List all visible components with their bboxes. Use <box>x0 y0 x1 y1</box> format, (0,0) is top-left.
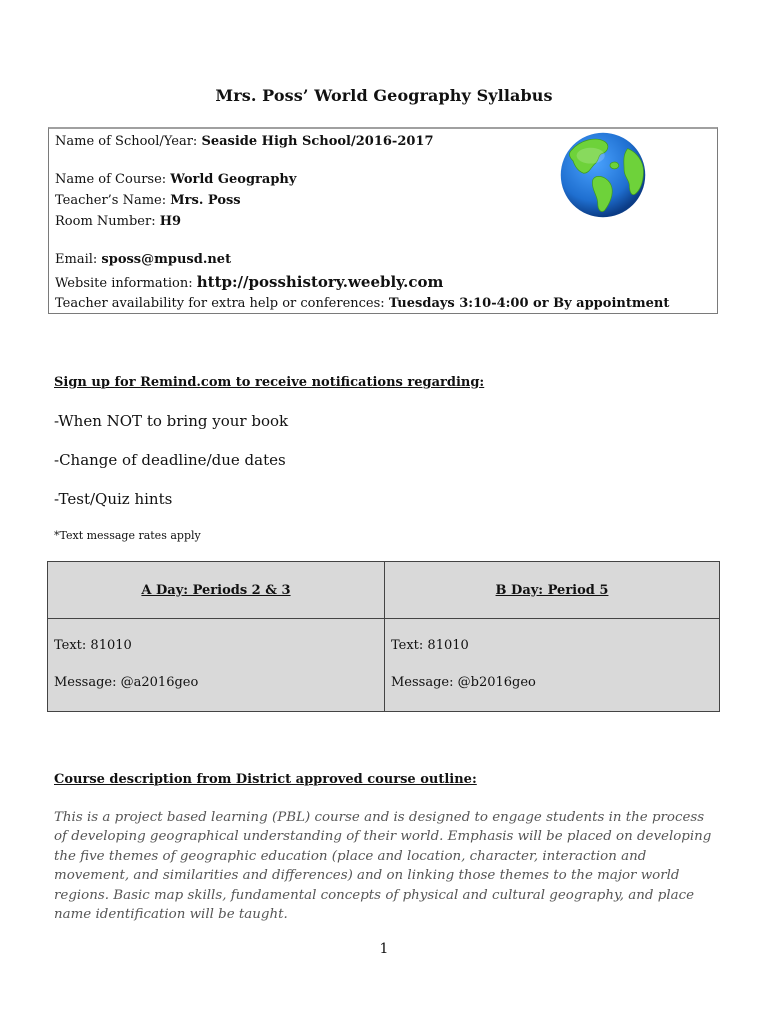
remind-item: -Change of deadline/due dates <box>54 451 286 469</box>
course-info-box <box>48 127 718 314</box>
room-number-line <box>55 214 181 229</box>
b-day-message-code: Message: @b2016geo <box>391 675 536 690</box>
table-row <box>48 619 720 712</box>
column-header-a-day: A Day: Periods 2 & 3 <box>48 562 385 619</box>
availability-label: Teacher availability for extra help or conferences: <box>55 296 385 311</box>
course-value: World Geography <box>170 172 297 187</box>
email-label: Email: <box>55 252 98 267</box>
teacher-label: Teacher’s Name: <box>55 193 167 208</box>
course-description-body: This is a project based learning (PBL) course and is designed to engage students in the process of developing geographical understanding of their world. Emphasis will be placed on developing the five themes of geographic education (place and location, character, interaction and movement, and similarities and differences) and on linking those themes to the major world regions. Basic map skills, fundamental concepts of physical and cultural geography, and place name identification will be taught. <box>54 810 712 923</box>
course-name-line <box>55 172 296 187</box>
website-link[interactable]: http://posshistory.weebly.com <box>196 273 444 291</box>
b-day-text-code: Text: 81010 <box>391 638 469 653</box>
remind-item: -When NOT to bring your book <box>54 412 289 430</box>
page-number: 1 <box>379 941 389 957</box>
course-description-heading: Course description from District approved course outline: <box>54 772 477 787</box>
teacher-value: Mrs. Poss <box>170 193 241 208</box>
b-day-cell <box>385 619 720 712</box>
text-rates-note: *Text message rates apply <box>54 529 201 542</box>
table-header-row <box>48 562 720 619</box>
school-value: Seaside High School/2016-2017 <box>201 134 434 149</box>
globe-land-island <box>610 162 619 169</box>
email-value[interactable]: sposs@mpusd.net <box>101 252 232 267</box>
email-line <box>55 252 231 267</box>
remind-item: -Test/Quiz hints <box>54 490 173 508</box>
website-line <box>55 273 443 291</box>
availability-value: Tuesdays 3:10-4:00 or By appointment <box>388 296 670 311</box>
room-value: H9 <box>159 214 182 229</box>
page-title: Mrs. Poss’ World Geography Syllabus <box>215 86 553 105</box>
column-header-b-day: B Day: Period 5 <box>385 562 720 619</box>
remind-codes-table <box>47 561 720 712</box>
globe-highlight <box>577 148 605 164</box>
website-label: Website information: <box>55 276 193 291</box>
availability-line <box>55 296 669 311</box>
school-label: Name of School/Year: <box>55 134 198 149</box>
teacher-name-line <box>55 193 241 208</box>
school-year-line <box>55 134 434 149</box>
remind-heading: Sign up for Remind.com to receive notifications regarding: <box>54 375 485 390</box>
a-day-message-code: Message: @a2016geo <box>54 675 199 690</box>
globe-icon <box>559 131 647 219</box>
room-label: Room Number: <box>55 214 156 229</box>
a-day-cell <box>48 619 385 712</box>
course-label: Name of Course: <box>55 172 167 187</box>
a-day-text-code: Text: 81010 <box>54 638 132 653</box>
